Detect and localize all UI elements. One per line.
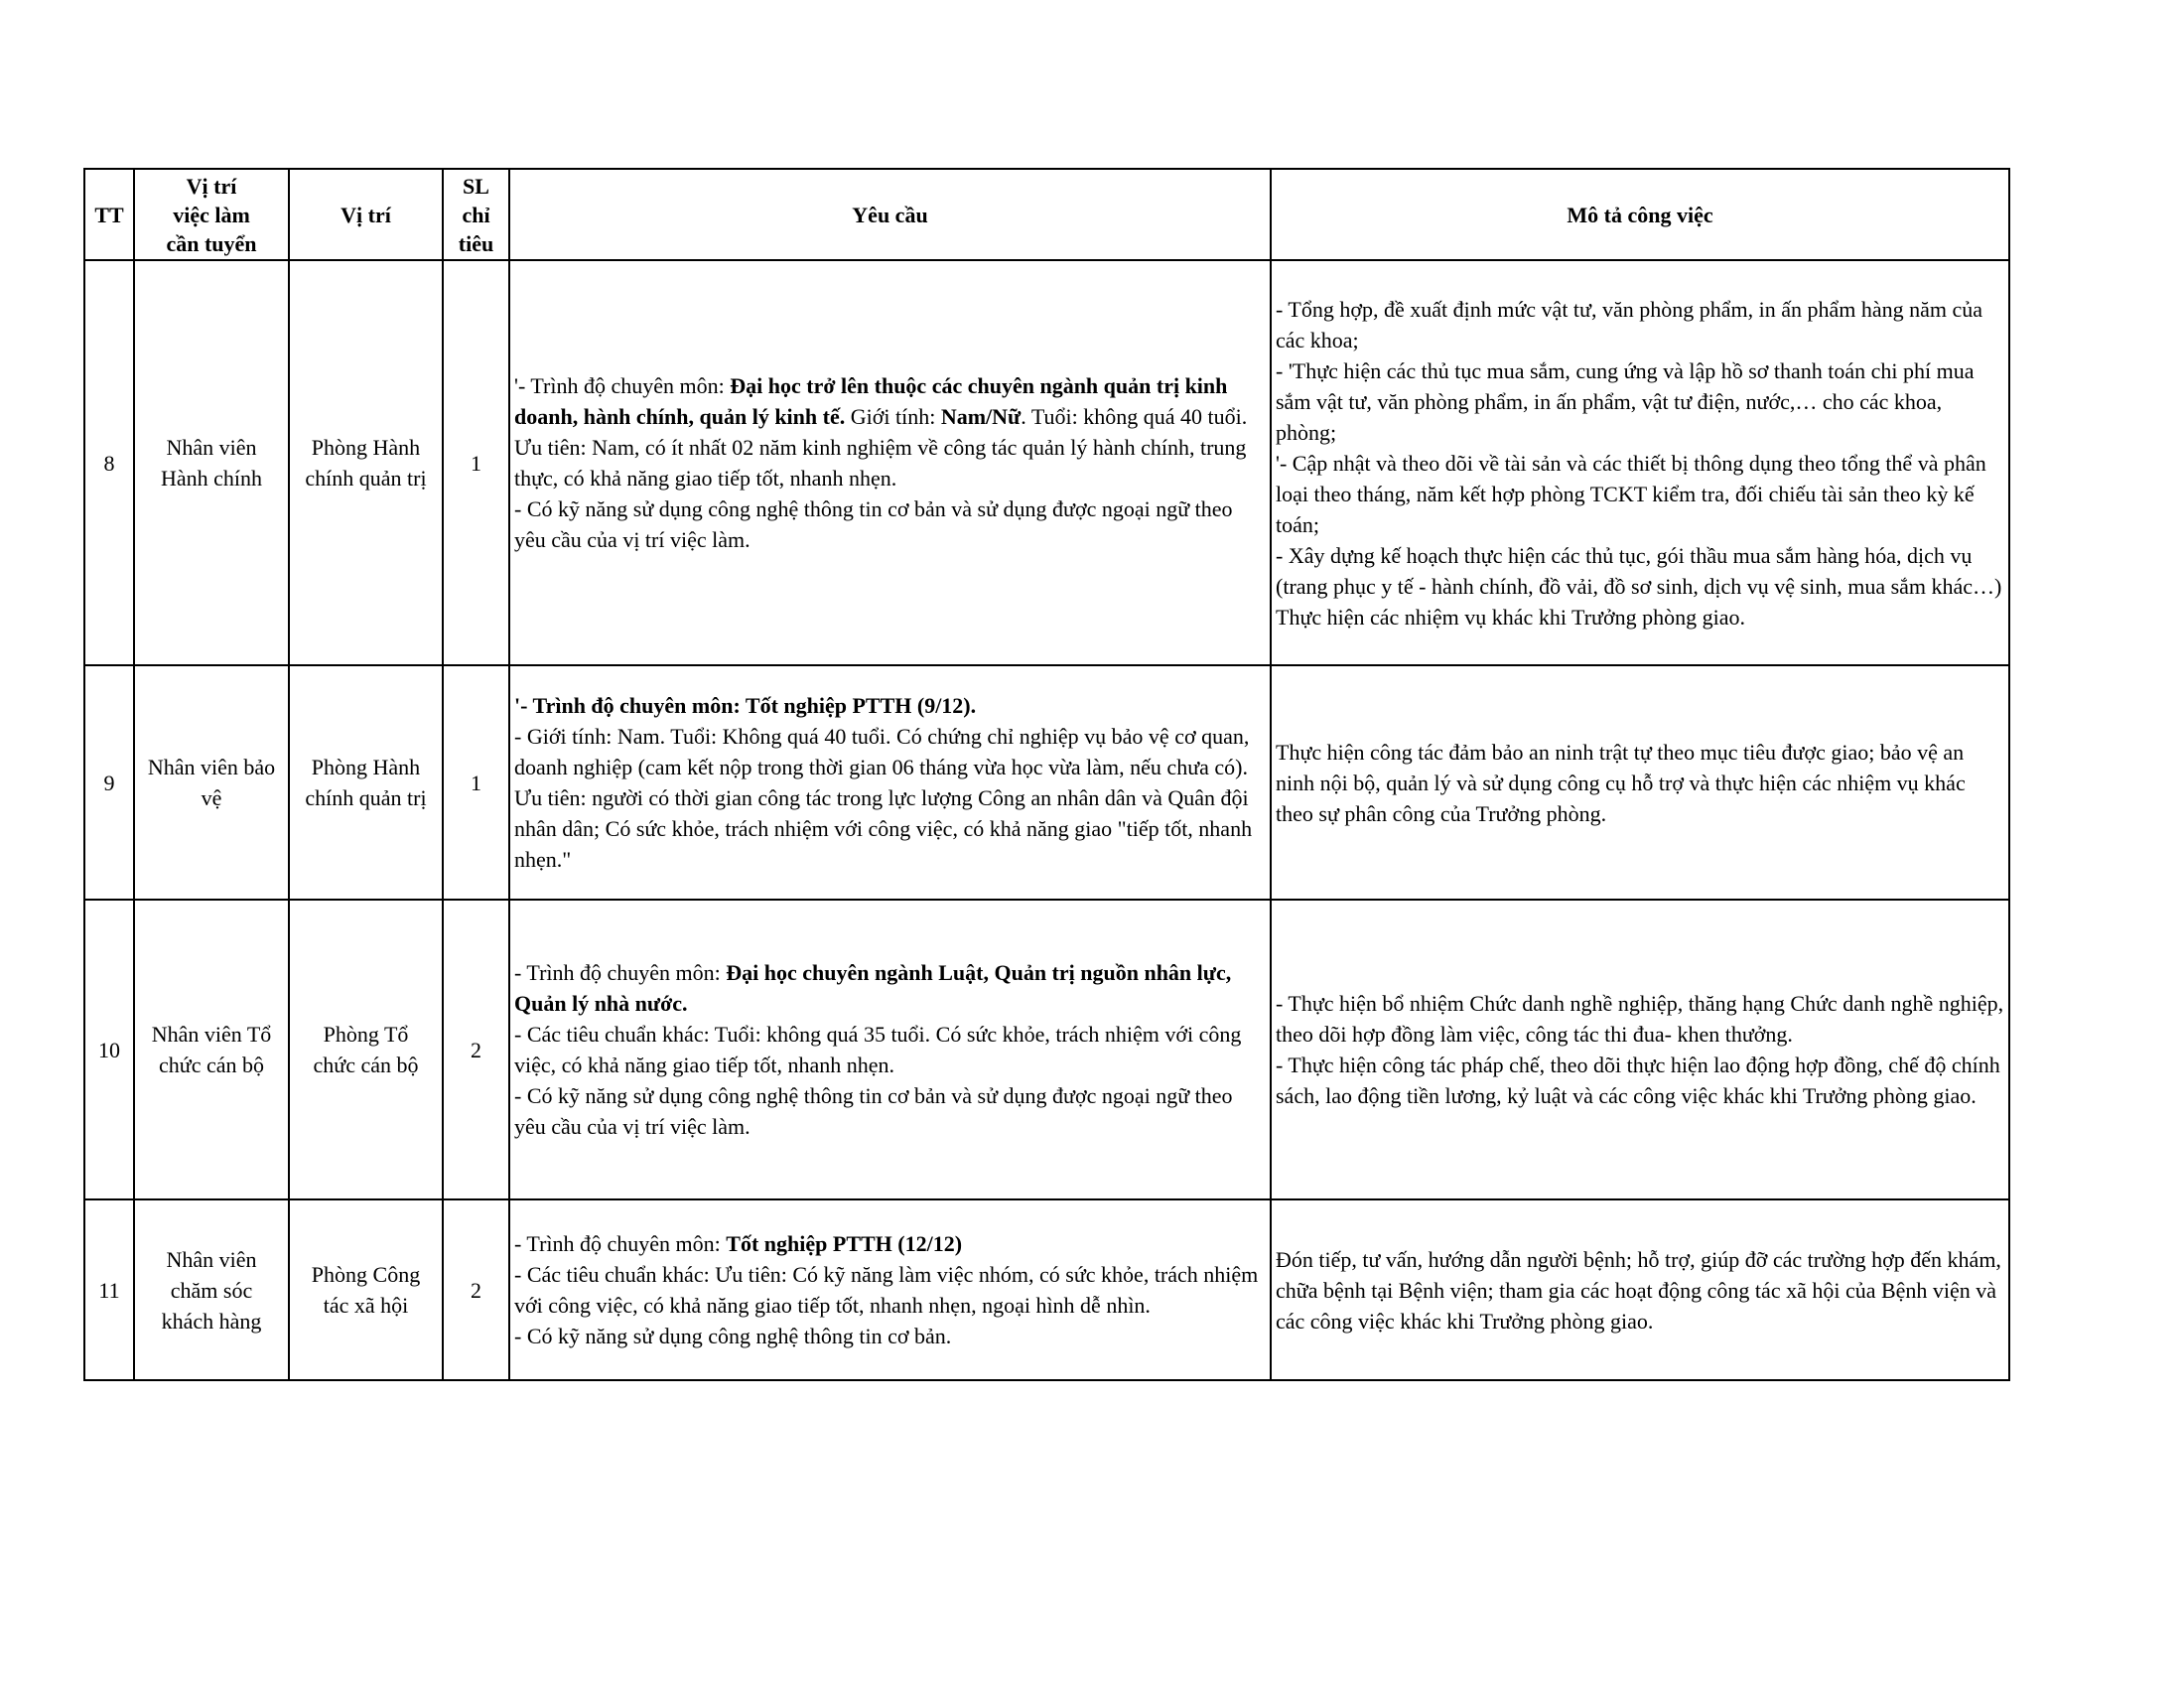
job-description-cell: - Tổng hợp, đề xuất định mức vật tư, văn phòng phẩm, in ấn phẩm hàng năm của các khoa; - 'Thực hiện các thủ tục mua sắm, cung ứng và lập hồ sơ thanh toán chi phí mua sắm vật tư, văn phòng phẩm, in ấn phẩm, vật tư điện, nước,… cho các khoa, phòng; '- Cập nhật và theo dõi về tài sản và các thiết bị thông dụng theo tổng thể và phân loại theo tháng, năm kết hợp phòng TCKT kiểm tra, đối chiếu tài sản theo kỳ kế toán; - Xây dựng kế hoạch thực hiện các thủ tục, gói thầu mua sắm hàng hóa, dịch vụ (trang phục y tế - hành chính, đồ vải, đồ sơ sinh, dịch vụ vệ sinh, mua sắm khác…) Thực hiện các nhiệm vụ khác khi Trưởng phòng giao. [1271,260,2009,665]
quota-cell: 1 [443,665,509,900]
job-position-cell: Nhân viên Hành chính [134,260,289,665]
job-position-cell: Nhân viên chăm sóc khách hàng [134,1199,289,1380]
job-position-cell: Nhân viên bảo vệ [134,665,289,900]
requirements-cell: '- Trình độ chuyên môn: Đại học trở lên thuộc các chuyên ngành quản trị kinh doanh, hành chính, quản lý kinh tế. Giới tính: Nam/Nữ. Tuổi: không quá 40 tuổi. Ưu tiên: Nam, có ít nhất 02 năm kinh nghiệm về công tác quản lý hành chính, trung thực, có khả năng giao tiếp tốt, nhanh nhẹn. - Có kỹ năng sử dụng công nghệ thông tin cơ bản và sử dụng được ngoại ngữ theo yêu cầu của vị trí việc làm. [509,260,1271,665]
recruitment-table [83,168,2010,1381]
table-row [84,900,2009,1199]
row-number: 9 [84,665,134,900]
department-cell: Phòng Công tác xã hội [289,1199,443,1380]
row-number: 10 [84,900,134,1199]
row-number: 11 [84,1199,134,1380]
row-number: 8 [84,260,134,665]
table-header-row [84,169,2009,260]
quota-cell: 2 [443,1199,509,1380]
header-department: Vị trí [289,169,443,260]
header-job-description: Mô tả công việc [1271,169,2009,260]
job-description-cell: Thực hiện công tác đảm bảo an ninh trật tự theo mục tiêu được giao; bảo vệ an ninh nội bộ, quản lý và sử dụng công cụ hỗ trợ và thực hiện các nhiệm vụ khác theo sự phân công của Trưởng phòng. [1271,665,2009,900]
department-cell: Phòng Tổ chức cán bộ [289,900,443,1199]
table-row [84,665,2009,900]
requirements-cell: '- Trình độ chuyên môn: Tốt nghiệp PTTH (9/12). - Giới tính: Nam. Tuổi: Không quá 40 tuổi. Có chứng chỉ nghiệp vụ bảo vệ cơ quan, doanh nghiệp (cam kết nộp trong thời gian 06 tháng vừa học vừa làm, nếu chưa có). Ưu tiên: người có thời gian công tác trong lực lượng Công an nhân dân và Quân đội nhân dân; Có sức khỏe, trách nhiệm với công việc, có khả năng giao "tiếp tốt, nhanh nhẹn." [509,665,1271,900]
department-cell: Phòng Hành chính quản trị [289,260,443,665]
job-description-cell: - Thực hiện bổ nhiệm Chức danh nghề nghiệp, thăng hạng Chức danh nghề nghiệp, theo dõi hợp đồng làm việc, công tác thi đua- khen thưởng. - Thực hiện công tác pháp chế, theo dõi thực hiện lao động hợp đồng, chế độ chính sách, lao động tiền lương, kỷ luật và các công việc khác khi Trưởng phòng giao. [1271,900,2009,1199]
header-job-position: Vị trí việc làm cần tuyển [134,169,289,260]
table-row [84,1199,2009,1380]
header-requirements: Yêu cầu [509,169,1271,260]
table-row [84,260,2009,665]
header-tt: TT [84,169,134,260]
requirements-cell: - Trình độ chuyên môn: Đại học chuyên ngành Luật, Quản trị nguồn nhân lực, Quản lý nhà nước. - Các tiêu chuẩn khác: Tuổi: không quá 35 tuổi. Có sức khỏe, trách nhiệm với công việc, có khả năng giao tiếp tốt, nhanh nhẹn. - Có kỹ năng sử dụng công nghệ thông tin cơ bản và sử dụng được ngoại ngữ theo yêu cầu của vị trí việc làm. [509,900,1271,1199]
job-description-cell: Đón tiếp, tư vấn, hướng dẫn người bệnh; hỗ trợ, giúp đỡ các trường hợp đến khám, chữa bệnh tại Bệnh viện; tham gia các hoạt động công tác xã hội của Bệnh viện và các công việc khác khi Trưởng phòng giao. [1271,1199,2009,1380]
quota-cell: 2 [443,900,509,1199]
department-cell: Phòng Hành chính quản trị [289,665,443,900]
quota-cell: 1 [443,260,509,665]
header-quota: SL chỉ tiêu [443,169,509,260]
job-position-cell: Nhân viên Tổ chức cán bộ [134,900,289,1199]
requirements-cell: - Trình độ chuyên môn: Tốt nghiệp PTTH (12/12) - Các tiêu chuẩn khác: Ưu tiên: Có kỹ năng làm việc nhóm, có sức khỏe, trách nhiệm với công việc, có khả năng giao tiếp tốt, nhanh nhẹn, ngoại hình dễ nhìn. - Có kỹ năng sử dụng công nghệ thông tin cơ bản. [509,1199,1271,1380]
